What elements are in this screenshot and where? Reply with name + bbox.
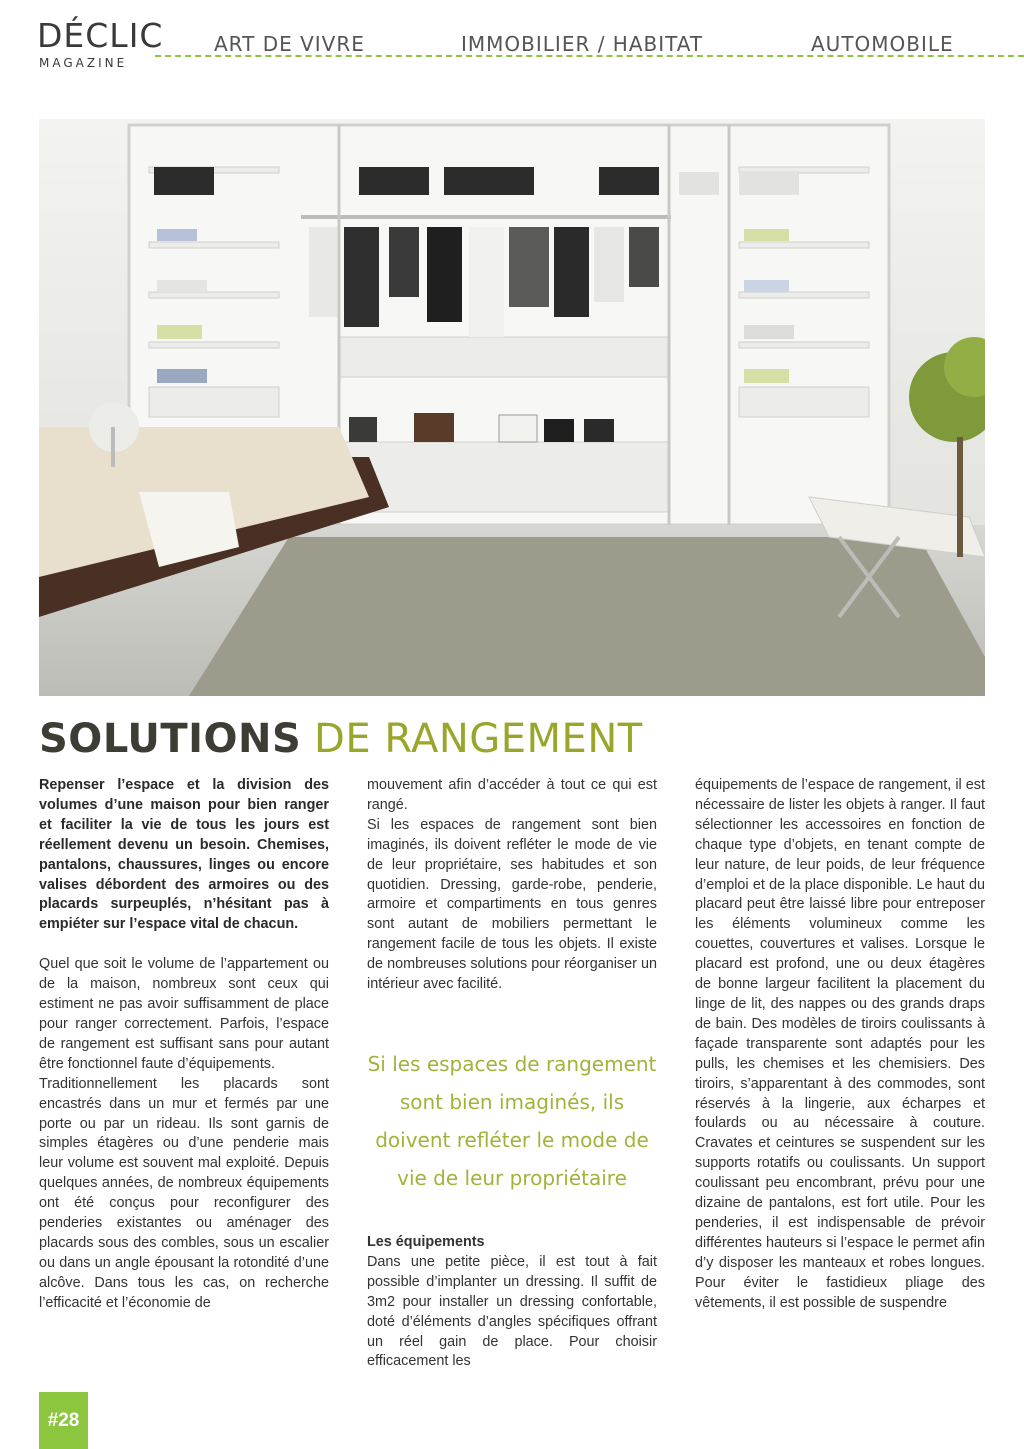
paragraph: Si les espaces de rangement sont bien imaginés, ils doivent refléter le mode de vie de leur propriétaire, ses habitudes et son quotidien. Dressing, garde-robe, penderie, armoire et compartiments en tous genres sont autant de mobiliers permettant le rangement facile de tous les objets. Il existe de nombreuses solutions pour réorganiser un intérieur avec facilité.: [367, 816, 657, 993]
article-column-1: [39, 776, 329, 1314]
paragraph: équipements de l’espace de rangement, il est nécessaire de lister les objets à ranger. Il faut sélectionner les accessoires en fonction de chaque type d’objets, en tenant compte de leur nature, de leur poids, de leur fréquence d’emploi et de la place disponible. Le haut du placard peut être laissé libre pour entreposer les éléments volumineux comme les couettes, couvertures et valises. Lorsque le placard est profond, une ou deux étagères de bonne largeur facilitent la placement du linge de lit, des nappes ou des grands draps de bain. Des modèles de tiroirs coulissants à façade transparente sont adaptés pour les pulls, les chemises et les chemisiers. Des tiroirs, s’apparentant à des commodes, sont réservés à la lingerie, aux écharpes et foulards ou au nécessaire à couture. Cravates et ceintures se suspendent sur les supports rotatifs ou coulissants. Un support coulissant peu encombrant, prévu pour une dizaine de pantalons, est fort utile. Pour les penderies, il est indispensable de prévoir différentes hauteurs si l’espace le permet afin d’y disposer les manteaux et robes longues. Pour éviter le fastidieux pliage des vêtements, il est possible de suspendre: [695, 777, 985, 1311]
page-number-badge: #28: [39, 1392, 88, 1449]
magazine-logo[interactable]: [37, 14, 164, 72]
paragraph: Traditionnellement les placards sont encastrés dans un mur et fermés par une porte ou par un rideau. Ils sont garnis de simples étagères ou d’une penderie mais leur volume est souvent mal exploité. Depuis quelques années, de nombreux équipements ont été conçus pour reconfigurer des penderies existantes ou aménager des placards sous des combles, sous un escalier ou dans un angle épousant la rotondité d’une alcôve. Dans tous les cas, on recherche l’efficacité et l’économie de: [39, 1075, 329, 1311]
headline-bold: SOLUTIONS: [39, 716, 302, 762]
paragraph: mouvement afin d’accéder à tout ce qui est rangé.: [367, 777, 657, 813]
logo-title: DÉCLIC: [37, 16, 164, 55]
nav-art-de-vivre[interactable]: ART DE VIVRE: [214, 32, 365, 56]
article-column-3: [695, 776, 985, 1313]
article-headline: [39, 716, 643, 762]
nav-immobilier-habitat[interactable]: IMMOBILIER / HABITAT: [461, 32, 704, 56]
paragraph: Quel que soit le volume de l’appartement ou de la maison, nombreux sont ceux qui estiment ne pas avoir suffisamment de place pour ranger correctement. Parfois, l’espace de rangement est suffisant sans pour autant être fonctionnel faute d’équipements.: [39, 956, 329, 1072]
section-subheading: Les équipements: [367, 1233, 485, 1250]
paragraph: Dans une petite pièce, il est tout à fait possible d’implanter un dressing. Il suffit de 3m2 pour installer un dressing confortable, doté d’éléments d’angles spécifiques offrant un réel gain de place. Pour choisir efficacement les: [367, 1253, 657, 1370]
article-intro: Repenser l’espace et la division des volumes d’une maison pour bien ranger et faciliter la vie de tous les jours est réellement devenu un besoin. Chemises, pantalons, chaussures, linges ou encore valises débordent des armoires ou des placards surpeuplés, n’hésitant pas à empiéter sur l’espace vital de chacun.: [39, 777, 329, 933]
headline-light: DE RANGEMENT: [314, 716, 643, 762]
nav-automobile[interactable]: AUTOMOBILE: [811, 32, 954, 56]
article-column-2: [367, 776, 657, 1372]
bedroom-dressing-photo: [39, 97, 985, 696]
logo-subtitle: MAGAZINE: [39, 56, 128, 70]
pull-quote: Si les espaces de rangement sont bien imaginés, ils doivent refléter le mode de vie de leur propriétaire: [367, 1051, 657, 1190]
page-header: [0, 0, 1024, 80]
